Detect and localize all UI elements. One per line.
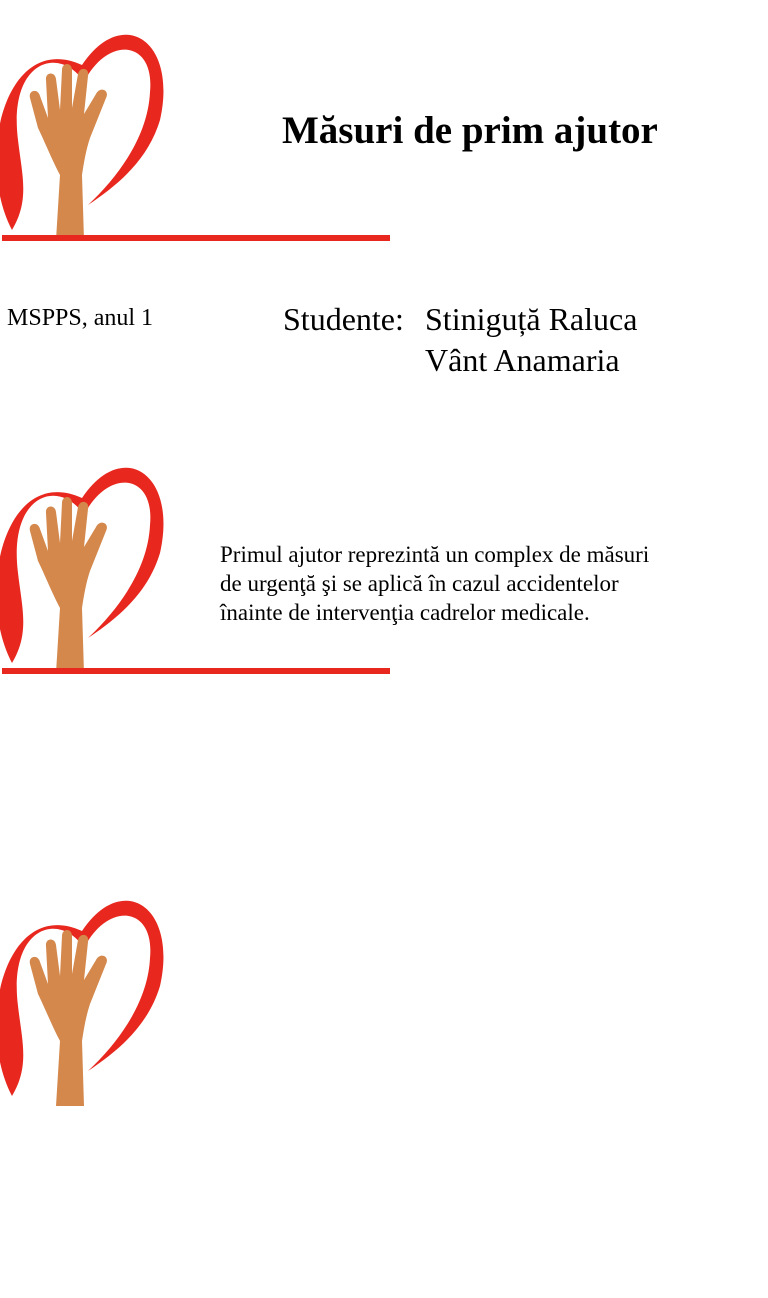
red-divider bbox=[2, 668, 390, 674]
slide-2 bbox=[0, 433, 768, 865]
page-title: Măsuri de prim ajutor bbox=[282, 109, 658, 152]
student-name: Stiniguță Raluca bbox=[425, 301, 638, 337]
slide-3 bbox=[0, 866, 768, 1298]
heart-hand-icon bbox=[0, 876, 170, 1106]
paragraph-line: de urgenţă şi se aplică în cazul accidentelor bbox=[220, 571, 619, 596]
paragraph-line: înainte de intervenţia cadrelor medicale. bbox=[220, 600, 590, 625]
paragraph-line: Primul ajutor reprezintă un complex de măsuri bbox=[220, 542, 650, 567]
heart-hand-icon bbox=[0, 443, 170, 673]
student-name: Vânt Anamaria bbox=[425, 342, 620, 378]
heart-hand-icon bbox=[0, 10, 170, 240]
course-label: MSPPS, anul 1 bbox=[7, 305, 154, 331]
slide-1 bbox=[0, 0, 768, 432]
students-label: Studente: bbox=[283, 301, 404, 337]
red-divider bbox=[2, 235, 390, 241]
intro-paragraph bbox=[220, 540, 740, 627]
